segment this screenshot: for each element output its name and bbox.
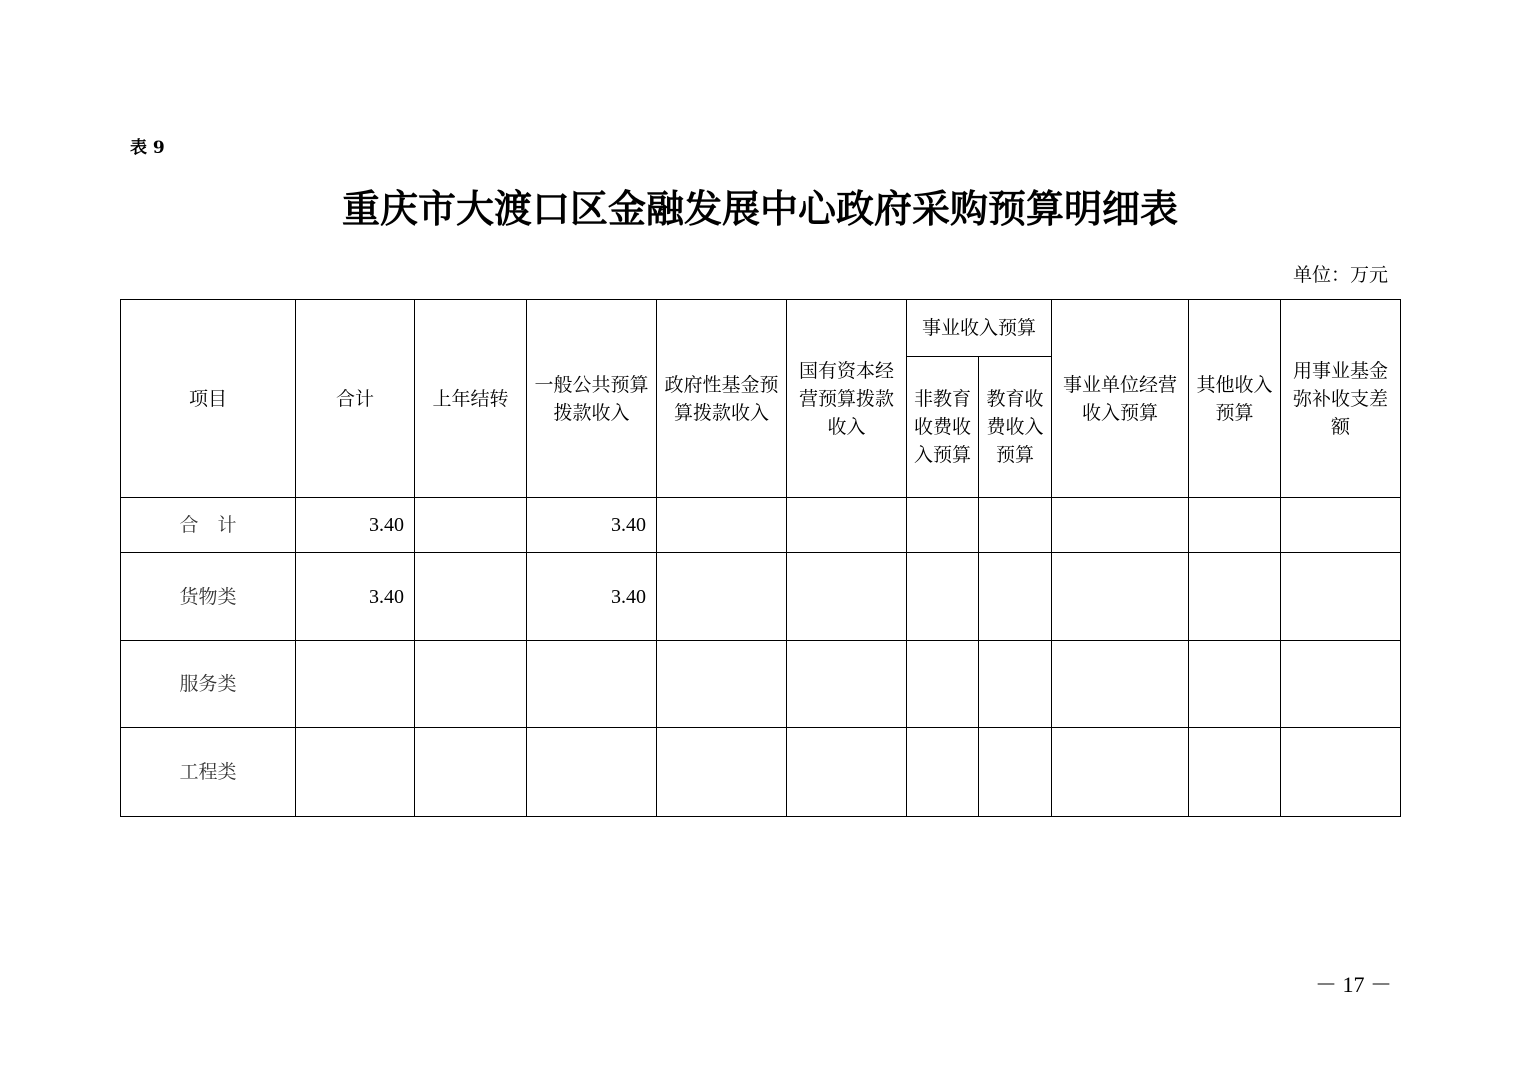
cell-gov-fund	[657, 498, 787, 553]
cell-carryover	[415, 498, 527, 553]
cell-carryover	[415, 641, 527, 728]
cell-non-edu-fee	[907, 728, 979, 817]
cell-fund-supplement	[1281, 553, 1401, 641]
cell-carryover	[415, 728, 527, 817]
cell-carryover	[415, 553, 527, 641]
cell-total: 3.40	[296, 498, 415, 553]
table-header	[121, 300, 1401, 498]
header-operating-income: 事业单位经营收入预算	[1052, 300, 1189, 498]
row-item-label: 合 计	[121, 498, 296, 553]
cell-operating-income	[1052, 728, 1189, 817]
budget-table	[120, 299, 1401, 817]
header-carryover: 上年结转	[415, 300, 527, 498]
row-item-label: 服务类	[121, 641, 296, 728]
header-business-income-group: 事业收入预算	[907, 300, 1052, 357]
row-item-label: 工程类	[121, 728, 296, 817]
cell-gov-fund	[657, 641, 787, 728]
cell-general-budget	[527, 728, 657, 817]
cell-total	[296, 641, 415, 728]
cell-edu-fee	[979, 498, 1052, 553]
cell-fund-supplement	[1281, 498, 1401, 553]
cell-total: 3.40	[296, 553, 415, 641]
page-title: 重庆市大渡口区金融发展中心政府采购预算明细表	[341, 187, 1178, 231]
cell-operating-income	[1052, 553, 1189, 641]
header-fund-supplement: 用事业基金弥补收支差额	[1281, 300, 1401, 498]
cell-fund-supplement	[1281, 641, 1401, 728]
cell-state-capital	[787, 553, 907, 641]
cell-edu-fee	[979, 641, 1052, 728]
table-row	[121, 728, 1401, 817]
header-non-edu-fee: 非教育收费收入预算	[907, 357, 979, 498]
table-row	[121, 641, 1401, 728]
cell-other-income	[1189, 728, 1281, 817]
header-item: 项目	[121, 300, 296, 498]
header-edu-fee: 教育收费收入预算	[979, 357, 1052, 498]
cell-gov-fund	[657, 728, 787, 817]
cell-other-income	[1189, 553, 1281, 641]
cell-gov-fund	[657, 553, 787, 641]
cell-state-capital	[787, 498, 907, 553]
cell-non-edu-fee	[907, 553, 979, 641]
table-row	[121, 553, 1401, 641]
cell-edu-fee	[979, 728, 1052, 817]
cell-other-income	[1189, 498, 1281, 553]
header-gov-fund: 政府性基金预算拨款收入	[657, 300, 787, 498]
cell-non-edu-fee	[907, 641, 979, 728]
cell-total	[296, 728, 415, 817]
cell-edu-fee	[979, 553, 1052, 641]
cell-general-budget	[527, 641, 657, 728]
cell-operating-income	[1052, 641, 1189, 728]
header-other-income: 其他收入预算	[1189, 300, 1281, 498]
cell-state-capital	[787, 728, 907, 817]
cell-fund-supplement	[1281, 728, 1401, 817]
cell-other-income	[1189, 641, 1281, 728]
cell-operating-income	[1052, 498, 1189, 553]
cell-general-budget: 3.40	[527, 498, 657, 553]
row-item-label: 货物类	[121, 553, 296, 641]
cell-non-edu-fee	[907, 498, 979, 553]
page-number: － 17 －	[1314, 972, 1392, 997]
table-number: 表 9	[130, 138, 165, 158]
header-total: 合计	[296, 300, 415, 498]
cell-state-capital	[787, 641, 907, 728]
cell-general-budget: 3.40	[527, 553, 657, 641]
table-row	[121, 498, 1401, 553]
header-general-budget: 一般公共预算拨款收入	[527, 300, 657, 498]
unit-label: 单位：万元	[1292, 264, 1388, 286]
header-state-capital: 国有资本经营预算拨款收入	[787, 300, 907, 498]
